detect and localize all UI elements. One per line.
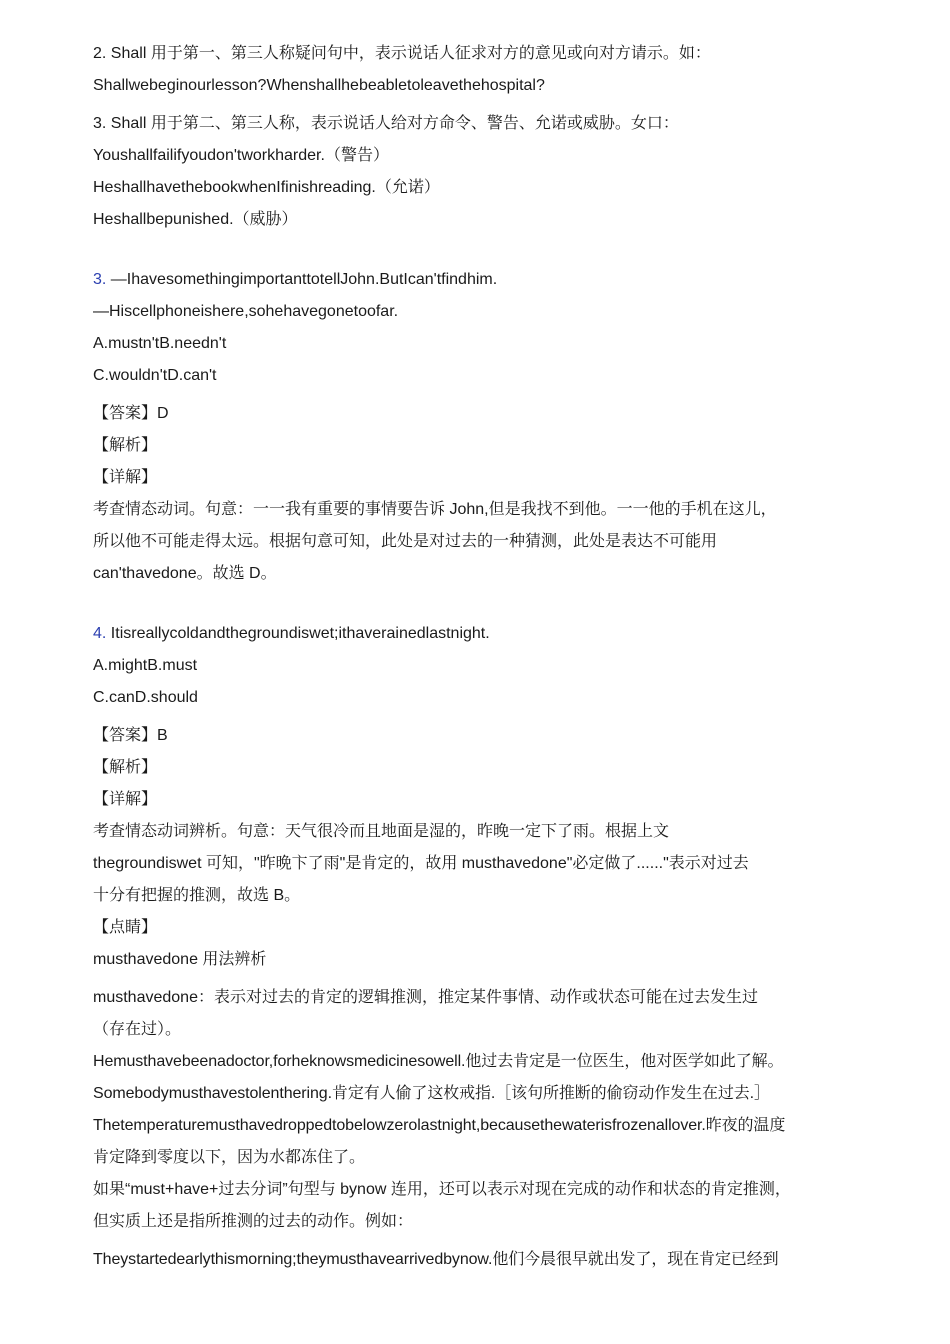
question-4-tip-label: 【点睛】 [93,919,158,936]
rule-3-line-1: 3. Shall 用于第二、第三人称，表示说话人给对方命令、警告、允诺或威胁。女口： [93,115,679,132]
question-4-explain-2: thegroundiswet 可知，"昨晩卞了雨"是肯定的，故用 musthavedone"必定做了......"表示对过去 [93,855,749,872]
question-3-options-ab: A.mustn'tB.needn't [93,335,227,352]
bynow-line-1: 如果“must+have+过去分词”句型与 bynow 连用，还可以表示对现在完成的动作和状态的肯定推测， [93,1181,791,1198]
bynow-example: Theystartedearlythismorning;theymusthavearrivedbynow.他们今晨很早就出发了，现在肯定已经到 [93,1251,779,1268]
document-page [93,38,873,1276]
question-4-options-ab: A.mightB.must [93,657,198,674]
question-3-explain-1: 考查情态动词。句意：一一我有重要的事情要告诉 John,但是我找不到他。一一他的手机在这儿， [93,501,777,518]
question-4-tip-title: musthavedone 用法辨析 [93,951,267,968]
rule-3-example-promise: HeshallhavethebookwhenIfinishreading.（允诺） [93,179,440,196]
question-3-options-cd: C.wouldn'tD.can't [93,367,217,384]
usage-example-1: Hemusthavebeenadoctor,forheknowsmedicinesowell.他过去肯定是一位医生，他对医学如此了解。 [93,1053,784,1070]
rule-2-line-1: 2. Shall 用于第一、第三人称疑问句中，表示说话人征求对方的意见或向对方请示。如： [93,45,711,62]
question-3-number: 3. [93,271,107,288]
bynow-line-2: 但实质上还是指所推测的过去的动作。例如： [93,1213,414,1230]
usage-example-3a: Thetemperaturemusthavedroppedtobelowzerolastnight,becausethewaterisfrozenallover.昨夜的温度 [93,1117,786,1134]
question-3-explain-2: 所以他不可能走得太远。根据句意可知，此处是对过去的一种猜测，此处是表达不可能用 [93,533,718,550]
question-3-analysis-label: 【解析】 [93,437,158,454]
usage-line-1: musthavedone：表示对过去的肯定的逻辑推测，推定某件事情、动作或状态可能在过去发生过 [93,989,758,1006]
rule-2-line-2: Shallwebeginourlesson?Whenshallhebeabletoleavethehospital? [93,77,545,94]
question-4-stem [93,618,873,650]
question-4-explain-1: 考查情态动词辨析。句意：天气很冷而且地面是湿的，昨晚一定下了雨。根据上文 [93,823,670,840]
rule-3-example-threat: Heshallbepunished.（威胁） [93,211,298,228]
question-3-answer: 【答案】D [93,405,169,422]
question-4-answer: 【答案】B [93,727,168,744]
question-4-options-cd: C.canD.should [93,689,198,706]
usage-example-3b: 肯定降到零度以下，因为水都冻住了。 [93,1149,366,1166]
question-4-number: 4. [93,625,107,642]
question-4-explain-3: 十分有把握的推测，故选 B。 [93,887,301,904]
question-4-analysis-label: 【解析】 [93,759,158,776]
question-3-stem [93,264,873,296]
usage-example-2: Somebodymusthavestolenthering.肯定有人偷了这枚戒指.［该句所推断的偷窃动作发生在过去.］ [93,1085,770,1102]
question-3-detail-label: 【详解】 [93,469,158,486]
question-3-stem-text: —IhavesomethingimportanttotellJohn.ButIcan'tfindhim. [110,271,498,288]
question-4-stem-text: Itisreallycoldandthegroundiswet;ithaverainedlastnight. [110,625,490,642]
question-3-explain-3: can'thavedone。故选 D。 [93,565,277,582]
rule-3-example-warning: Youshallfailifyoudon'tworkharder.（警告） [93,147,389,164]
question-4-detail-label: 【详解】 [93,791,158,808]
question-3-stem-2: —Hiscellphoneishere,sohehavegonetoofar. [93,303,399,320]
usage-line-2: （存在过）。 [93,1021,182,1038]
